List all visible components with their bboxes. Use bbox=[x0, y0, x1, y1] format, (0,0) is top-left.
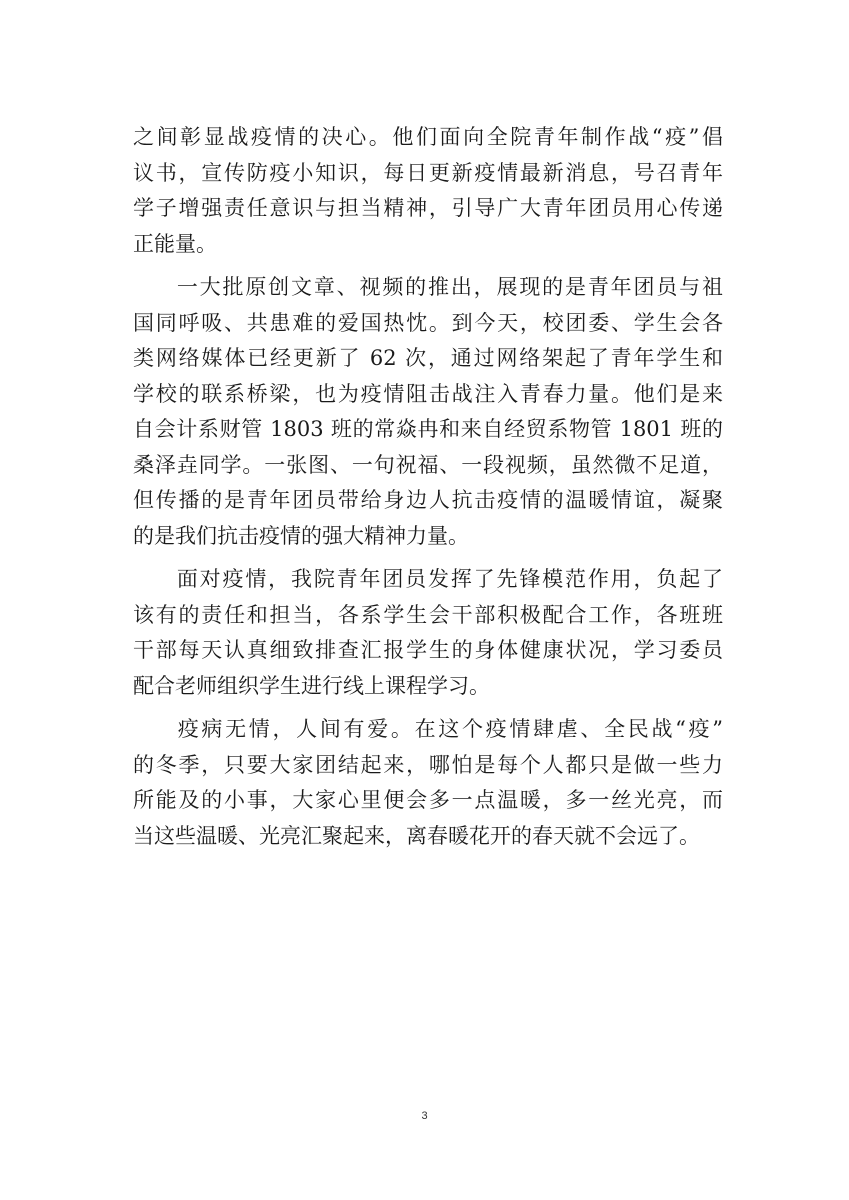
text-line: 当这些温暖、光亮汇聚起来，离春暖花开的春天就不会远了。 bbox=[133, 823, 700, 848]
paragraph-3 bbox=[133, 562, 723, 704]
text-line-content: 面对疫情，我院青年团员发挥了先锋模范作用，负起了 bbox=[175, 567, 723, 591]
body-text bbox=[133, 120, 723, 854]
text-line: 类网络媒体已经更新了 62 次，通过网络架起了青年学生和 bbox=[133, 346, 723, 370]
text-line: 所能及的小事，大家心里便会多一点温暖，多一丝光亮，而 bbox=[133, 788, 723, 812]
text-line: 国同呼吸、共患难的爱国热忱。到今天，校团委、学生会各 bbox=[133, 310, 723, 335]
text-line: 该有的责任和担当，各系学生会干部积极配合工作，各班班 bbox=[133, 602, 723, 627]
paragraph-1 bbox=[133, 120, 723, 262]
text-line: 学子增强责任意识与担当精神，引导广大青年团员用心传递 bbox=[133, 196, 723, 220]
text-line: 学校的联系桥梁，也为疫情阻击战注入青春力量。他们是来 bbox=[133, 381, 723, 406]
text-line bbox=[133, 270, 723, 306]
text-line-content: 疫病无情，人间有爱。在这个疫情肆虐、全民战“疫” bbox=[175, 717, 723, 741]
text-line: 的是我们抗击疫情的强大精神力量。 bbox=[133, 523, 469, 548]
text-line: 之间彰显战疫情的决心。他们面向全院青年制作战“疫”倡 bbox=[133, 125, 723, 149]
page-number: 3 bbox=[421, 1110, 428, 1122]
text-line: 自会计系财管 1803 班的常焱冉和来自经贸系物管 1801 班的 bbox=[133, 417, 723, 441]
text-line: 议书，宣传防疫小知识，每日更新疫情最新消息，号召青年 bbox=[133, 160, 723, 185]
text-line: 的冬季，只要大家团结起来，哪怕是每个人都只是做一些力 bbox=[133, 752, 723, 777]
text-line: 干部每天认真细致排查汇报学生的身体健康状况，学习委员 bbox=[133, 638, 723, 662]
text-line bbox=[133, 562, 723, 598]
paragraph-2 bbox=[133, 270, 723, 554]
text-line bbox=[133, 712, 723, 748]
text-line: 正能量。 bbox=[133, 231, 217, 256]
text-line: 桑泽垚同学。一张图、一句祝福、一段视频，虽然微不足道， bbox=[133, 452, 723, 477]
text-line: 配合老师组织学生进行线上课程学习。 bbox=[133, 673, 490, 698]
text-line-content: 一大批原创文章、视频的推出，展现的是青年团员与祖 bbox=[175, 275, 723, 299]
text-line: 但传播的是青年团员带给身边人抗击疫情的温暖情谊，凝聚 bbox=[133, 488, 723, 512]
paragraph-4 bbox=[133, 712, 723, 854]
